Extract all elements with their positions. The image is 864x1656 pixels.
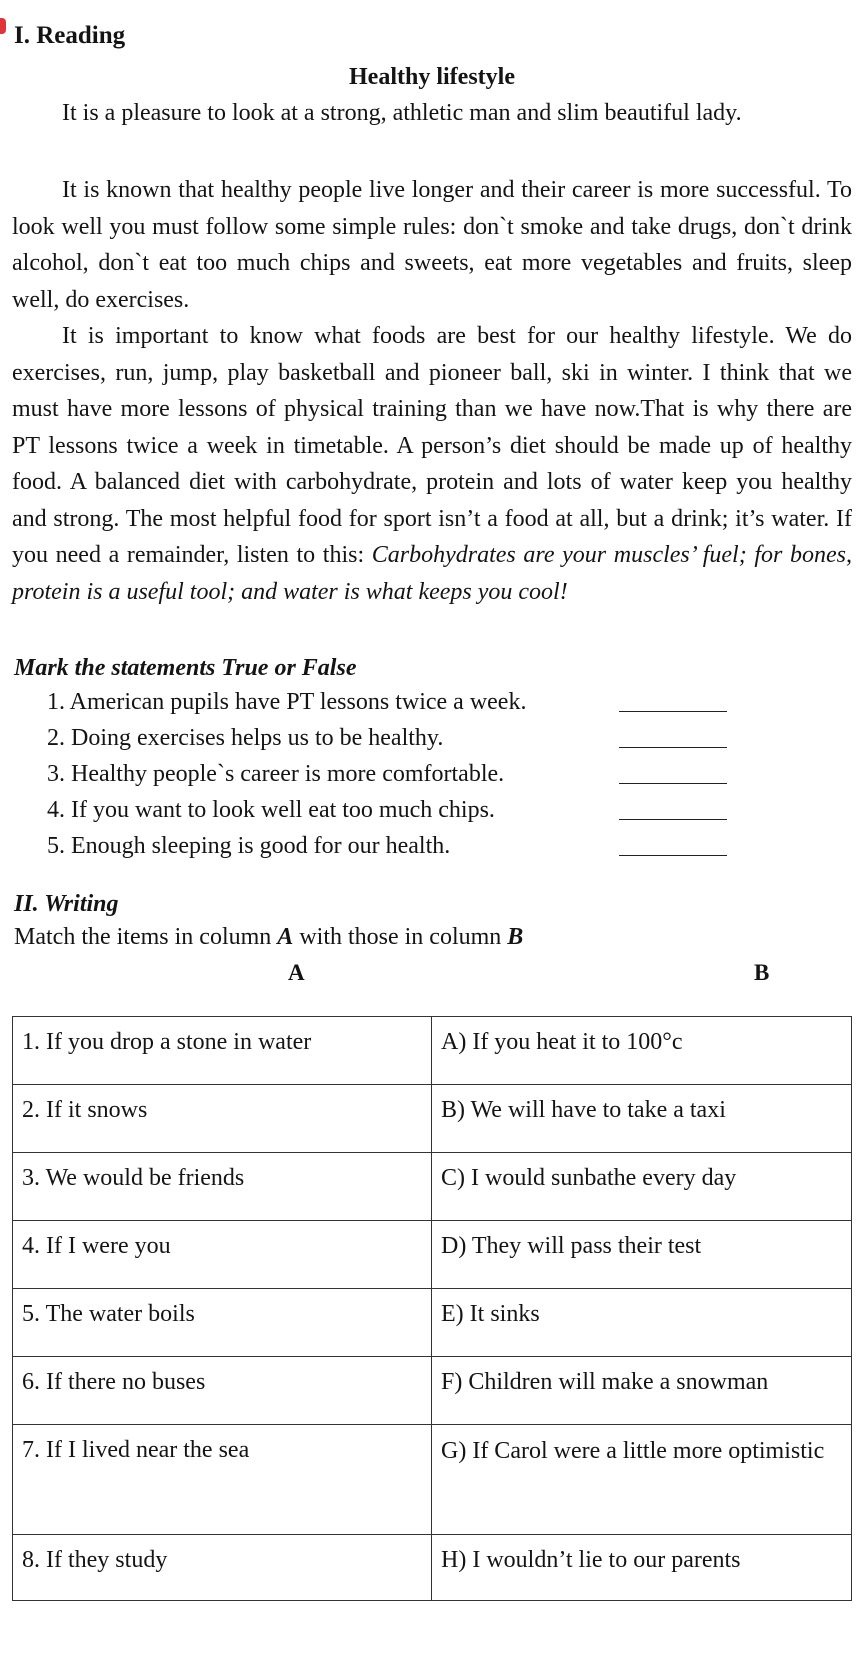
instruction-start: Match the items in column [14,924,272,950]
column-a-cell: 2. If it snows [13,1085,432,1153]
column-b-cell: E) It sinks [432,1289,852,1357]
statement-item [47,684,747,720]
table-row [13,1289,852,1357]
column-b-cell: F) Children will make a snowman [432,1357,852,1425]
column-a-cell: 6. If there no buses [13,1357,432,1425]
statement-item [47,720,747,756]
statement-item [47,828,747,864]
answer-blank[interactable] [619,855,727,856]
answer-blank[interactable] [619,783,727,784]
statement-item [47,756,747,792]
answer-blank[interactable] [619,711,727,712]
column-b-cell: B) We will have to take a taxi [432,1085,852,1153]
statement-text: 2. Doing exercises helps us to be healthy. [47,725,444,751]
column-a-cell: 7. If I lived near the sea [13,1425,432,1535]
statement-text: 4. If you want to look well eat too much chips. [47,797,495,823]
matching-instruction [14,919,523,955]
column-a-cell: 5. The water boils [13,1289,432,1357]
column-b-cell: H) I wouldn’t lie to our parents [432,1535,852,1601]
instruction-mid: with those in column [299,924,502,950]
statement-text: 3. Healthy people`s career is more comfortable. [47,761,505,787]
statement-text: 1. American pupils have PT lessons twice a week. [47,689,527,715]
answer-blank[interactable] [619,819,727,820]
statement-item [47,792,747,828]
column-a-cell: 1. If you drop a stone in water [13,1017,432,1085]
column-b-cell: C) I would sunbathe every day [432,1153,852,1221]
table-row [13,1017,852,1085]
paragraph-3-quote: Carbohydrates are your muscles’ fuel; for bones, protein is a useful tool; and water is what keeps you cool! [12,542,852,605]
answer-blank[interactable] [619,747,727,748]
red-margin-mark [0,18,6,34]
column-a-cell: 3. We would be friends [13,1153,432,1221]
paragraph-3-text: It is important to know what foods are best for our healthy lifestyle. We do exercises, run, jump, play basketball and pioneer ball, ski in winter. I think that we must have more lessons of physical training than we have now.That is why there are PT lessons twice a week in timetable. A person’s diet should be made up of healthy food. A balanced diet with carbohydrate, protein and lots of water keep you healthy and strong. The most helpful food for sport isn’t a food at all, but a drink; it’s water. If you need a remainder, listen to this: [12,323,852,568]
statement-list [47,684,747,864]
table-row [13,1425,852,1535]
instruction-column-a: A [277,924,294,950]
reading-section-title: I. Reading [14,22,126,49]
column-b-cell: D) They will pass their test [432,1221,852,1289]
paragraph-2: It is known that healthy people live longer and their career is more successful. To look well you must follow some simple rules: don`t smoke and take drugs, don`t drink alcohol, don`t eat too much chips and sweets, eat more vegetables and fruits, sleep well, do exercises. [12,177,852,313]
paragraph-1: It is a pleasure to look at a strong, athletic man and slim beautiful lady. [62,100,742,126]
instruction-column-b: B [507,924,524,950]
article-title: Healthy lifestyle [349,64,515,90]
true-false-task-heading: Mark the statements True or False [14,655,357,681]
column-b-cell: G) If Carol were a little more optimistic [432,1425,852,1535]
column-a-cell: 4. If I were you [13,1221,432,1289]
table-row [13,1085,852,1153]
table-row [13,1535,852,1601]
column-a-cell: 8. If they study [13,1535,432,1601]
column-b-cell: A) If you heat it to 100°c [432,1017,852,1085]
statement-text: 5. Enough sleeping is good for our health. [47,833,451,859]
table-row [13,1357,852,1425]
table-row [13,1153,852,1221]
column-b-header: B [754,960,770,985]
paragraph-3 [12,318,852,610]
writing-section-title: II. Writing [14,891,119,917]
column-a-header: A [288,960,305,985]
matching-table [12,1016,852,1601]
table-row [13,1221,852,1289]
